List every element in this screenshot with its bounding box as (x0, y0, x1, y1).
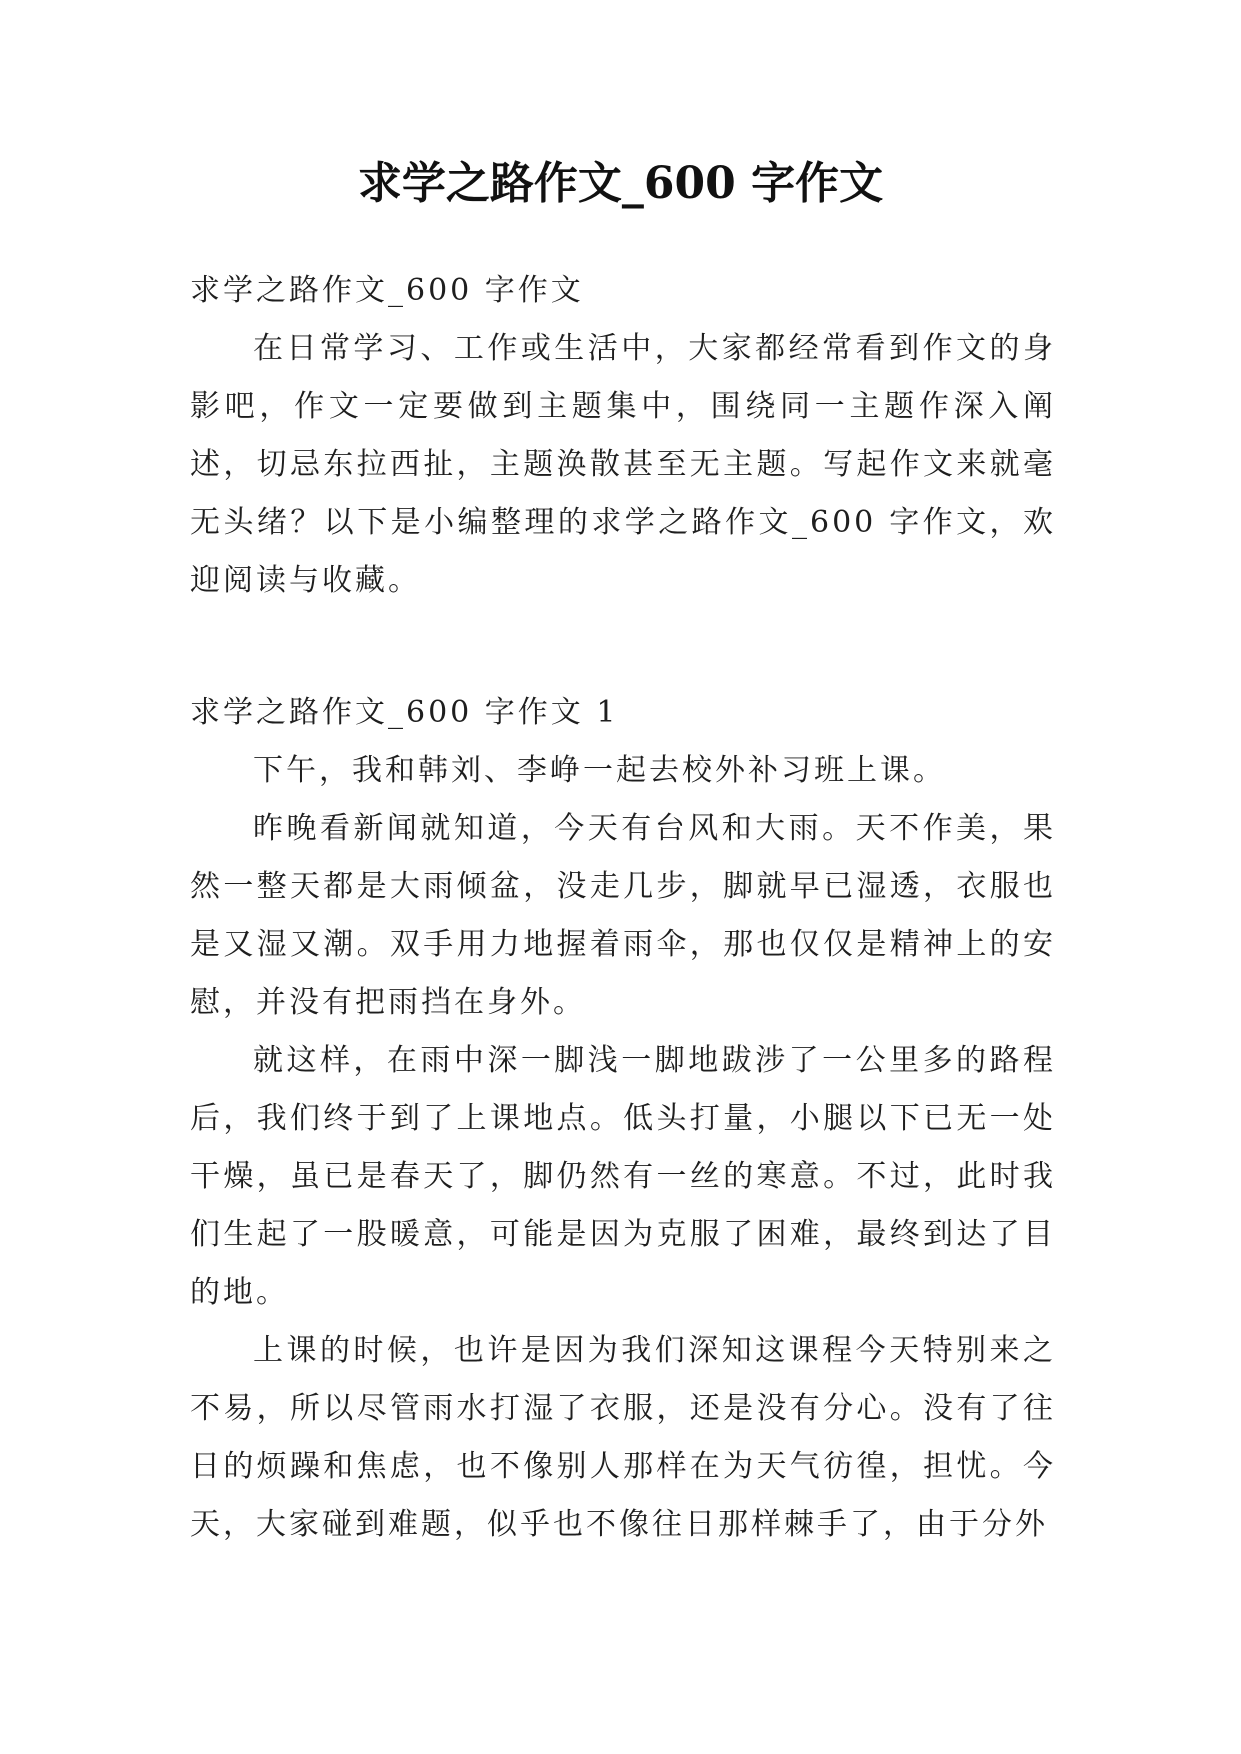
section-spacer (190, 610, 1056, 684)
essay-paragraph-2: 昨晚看新闻就知道，今天有台风和大雨。天不作美，果然一整天都是大雨倾盆，没走几步，脚就早已湿透，衣服也是又湿又潮。双手用力地握着雨伞，那也仅仅是精神上的安慰，并没有把雨挡在身外。 (190, 811, 1056, 1020)
intro-paragraph: 在日常学习、工作或生活中，大家都经常看到作文的身影吧，作文一定要做到主题集中，围绕同一主题作深入阐述，切忌东拉西扯，主题涣散甚至无主题。写起作文来就毫无头绪？以下是小编整理的求学之路作文_600 字作文，欢迎阅读与收藏。 (190, 331, 1056, 598)
document-title: 求学之路作文_600 字作文 (357, 158, 884, 209)
essay-heading: 求学之路作文_600 字作文 1 (190, 695, 619, 730)
essay-paragraph-3: 就这样，在雨中深一脚浅一脚地跋涉了一公里多的路程后，我们终于到了上课地点。低头打量，小腿以下已无一处干燥，虽已是春天了，脚仍然有一丝的寒意。不过，此时我们生起了一股暖意，可能是因为克服了困难，最终到达了目的地。 (190, 1043, 1056, 1310)
document-body (190, 262, 1056, 1554)
essay-paragraph-1: 下午，我和韩刘、李峥一起去校外补习班上课。 (253, 753, 946, 788)
intro-heading: 求学之路作文_600 字作文 (190, 273, 584, 308)
essay-paragraph-4: 上课的时候，也许是因为我们深知这课程今天特别来之不易，所以尽管雨水打湿了衣服，还是没有分心。没有了往日的烦躁和焦虑，也不像别人那样在为天气彷徨，担忧。今天，大家碰到难题，似乎也不像往日那样棘手了，由于分外 (190, 1333, 1056, 1542)
